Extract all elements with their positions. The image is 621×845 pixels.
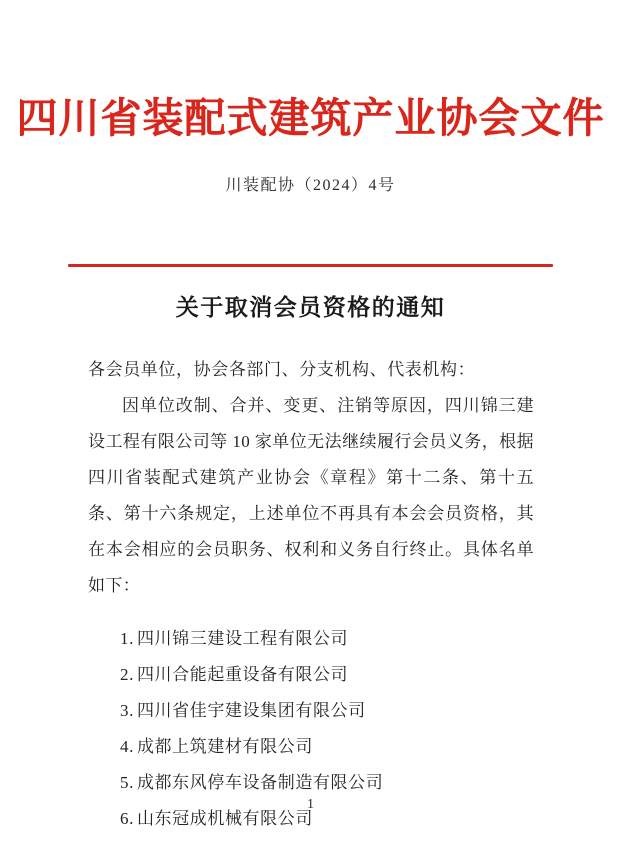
list-item bbox=[88, 657, 534, 693]
list-item bbox=[88, 693, 534, 729]
list-item-index: 3. bbox=[120, 701, 134, 720]
main-paragraph: 因单位改制、合并、变更、注销等原因，四川锦三建设工程有限公司等 10 家单位无法继续履行会员义务，根据四川省装配式建筑产业协会《章程》第十二条、第十五条、第十六条规定，上述单位不再具有本会会员资格，其在本会相应的会员职务、权利和义务自行终止。具体名单如下： bbox=[88, 396, 534, 595]
document-title: 关于取消会员资格的通知 bbox=[175, 295, 446, 320]
document-body bbox=[88, 352, 534, 837]
list-item-label: 四川省佳宇建设集团有限公司 bbox=[136, 701, 366, 720]
list-item-index: 4. bbox=[120, 737, 134, 756]
red-divider-rule bbox=[68, 264, 553, 267]
organization-title: 四川省装配式建筑产业协会文件 bbox=[16, 95, 605, 141]
page-number: 1 bbox=[307, 797, 314, 812]
list-item-index: 1. bbox=[120, 629, 134, 648]
list-item-index: 5. bbox=[120, 773, 134, 792]
list-item bbox=[88, 765, 534, 801]
list-item bbox=[88, 729, 534, 765]
list-item-label: 成都东风停车设备制造有限公司 bbox=[136, 773, 384, 792]
list-item-label: 四川合能起重设备有限公司 bbox=[136, 665, 349, 684]
list-item-label: 四川锦三建设工程有限公司 bbox=[136, 629, 349, 648]
list-item-label: 成都上筑建材有限公司 bbox=[136, 737, 313, 756]
list-item-index: 6. bbox=[120, 809, 134, 828]
list-item-label: 山东冠成机械有限公司 bbox=[136, 809, 313, 828]
list-item-index: 2. bbox=[120, 665, 134, 684]
list-item bbox=[88, 621, 534, 657]
salutation-line: 各会员单位，协会各部门、分支机构、代表机构： bbox=[88, 360, 476, 379]
masthead bbox=[0, 94, 621, 142]
document-number: 川装配协（2024）4号 bbox=[225, 177, 396, 194]
